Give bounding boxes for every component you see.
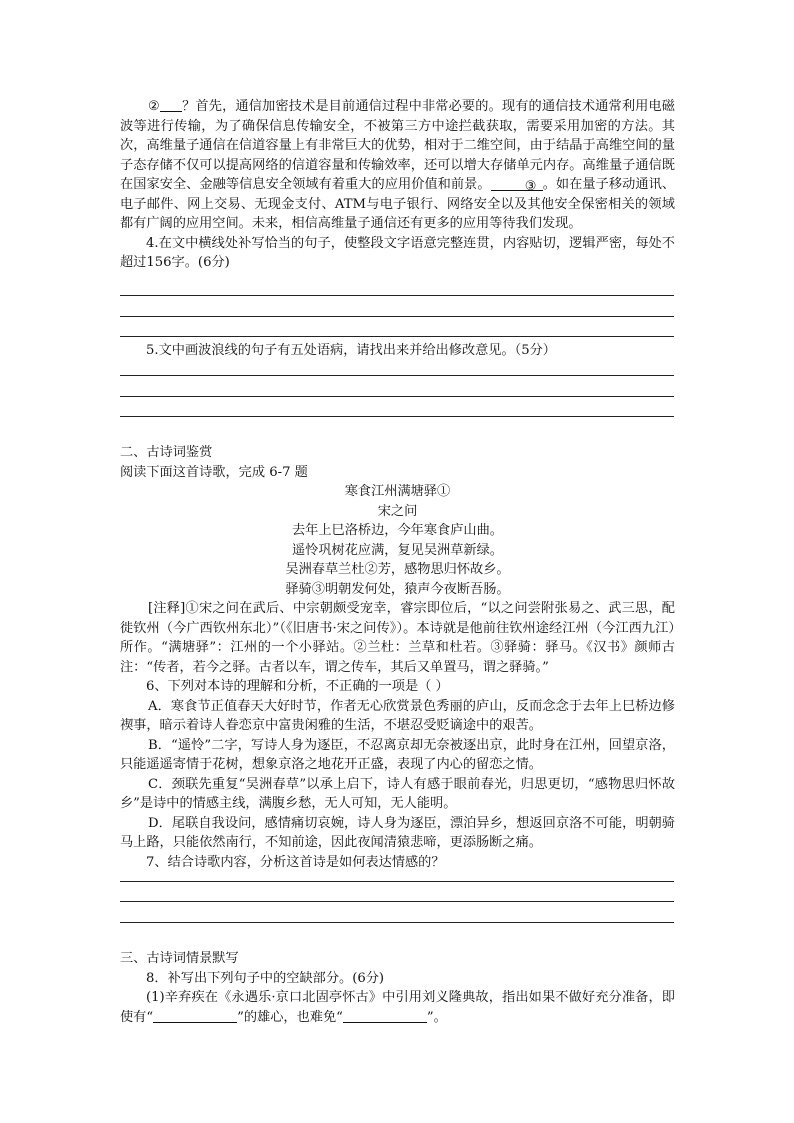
fill-blank[interactable] <box>153 1009 237 1023</box>
question-7: 7、结合诗歌内容，分析这首诗是如何表达情感的？ <box>146 854 445 870</box>
poem-author: 宋之问 <box>377 503 418 519</box>
answer-line[interactable] <box>120 922 674 923</box>
passage-text: ？首先，通信加密技术是目前通信过程中非常必要的。现有的通信技术通常利用电磁波等进行传输，为了确保信息传输安全，不被第三方中途拦截获取，需要采用加密的方法。其次，高维量子通信在信道容量上有非常巨大的优势，相对于二维空间，由于结晶于高维空间的量子态存储不仅可以提高网络的信道容量和传输效率，还可以增大存储单元内存。高维量子通信既在国家安全、金融等信息安全领域有着重大的应用价值和前景。 <box>120 99 675 192</box>
question-5: 5.文中画波浪线的句子有五处语病，请找出来并给出修改意见。（5分） <box>146 343 556 358</box>
question-6: 6、下列对本诗的理解和分析，不正确的一项是（ ） <box>146 679 449 694</box>
section-intro: 阅读下面这首诗歌，完成 6-7 题 <box>120 464 308 480</box>
answer-line[interactable] <box>120 416 674 417</box>
answer-line[interactable] <box>120 336 674 337</box>
poem-title: 寒食江州满塘驿① <box>344 484 451 499</box>
blank-2-label: ② <box>148 99 160 114</box>
passage-tail: 。如在量子移动通讯、电子邮件、网上交易、无现金支付、ATM与电子银行、网络安全以及其他安全保密相关的领域都有广阔的应用空间。未来，相信高维量子通信还有更多的应用等待我们发现。 <box>120 177 676 231</box>
option-b: B．“遥怜”二字，写诗人身为逐臣，不忍离京却无奈被逐出京，此时身在江州，回望京洛，只能遥遥寄情于花树，想象京洛之地花开正盛，表现了内心的留恋之情。 <box>120 737 675 772</box>
blank-2[interactable] <box>160 98 182 112</box>
answer-line[interactable] <box>120 396 674 397</box>
section-2 <box>120 443 675 872</box>
question-8-1-text: ”。 <box>426 1009 447 1025</box>
answer-line[interactable] <box>120 881 674 882</box>
option-c: C．颈联先重复“吴洲春草”以承上启下，诗人有感于眼前春光，归思更切，“感物思归怀故乡”是诗中的情感主线，满腹乡愁，无人可知，无人能明。 <box>120 776 675 811</box>
passage-paragraph <box>120 97 675 273</box>
section-3 <box>120 949 675 1027</box>
option-a: A．寒食节正值春天大好时节，作者无心欣赏景色秀丽的庐山，反而念念于去年上巳桥边修禊事，暗示着诗人眷恋京中富贵闲雅的生活，不堪忍受贬谪途中的艰苦。 <box>120 698 675 733</box>
blank-3[interactable] <box>491 177 543 194</box>
answer-line[interactable] <box>120 375 674 376</box>
question-8-1 <box>120 988 675 1027</box>
poem-line: 驿骑③明朝发何处，猿声今夜断吾肠。 <box>285 581 510 597</box>
answer-line[interactable] <box>120 316 674 317</box>
fill-blank[interactable] <box>343 1009 427 1023</box>
question-8-1-text: ”的雄心，也难免“ <box>237 1009 343 1025</box>
answer-line[interactable] <box>120 901 674 902</box>
section-heading: 二、古诗词鉴赏 <box>120 445 213 460</box>
poem-line: 遥怜巩树花应满，复见吴洲草新绿。 <box>292 542 503 558</box>
poem-notes: [注释]①宋之问在武后、中宗朝颇受宠幸，睿宗即位后，“以之问尝附张易之、武三思，配徙钦州（今广西钦州东北）”（《旧唐书·宋之问传》）。本诗就是他前往钦州途经江州（今江西九江）所作。“满塘驿”：江州的一个小驿站。②兰杜：兰草和杜若。③驿骑：驿马。《汉书》颜师古注：“传者，若今之驿。古者以车，谓之传车，其后又单置马，谓之驿骑。” <box>120 601 675 675</box>
blank-3-label: ③ <box>524 179 537 194</box>
poem-line: 吴洲春草兰杜②芳，感物思归怀故乡。 <box>285 562 510 577</box>
answer-line[interactable] <box>120 295 674 296</box>
question-8: 8．补写出下列句子中的空缺部分。(6分) <box>146 970 385 986</box>
poem-line: 去年上巳洛桥边，今年寒食庐山曲。 <box>292 523 503 538</box>
question-8-1-text: (1)辛弃疾在《永遇乐·京口北固亭怀古》中引用刘义隆典故，指出如果不做好充分准备，即使有“ <box>120 990 675 1025</box>
section-heading: 三、古诗词情景默写 <box>120 951 239 966</box>
option-d: D．尾联自我设问，感情痛切哀婉，诗人身为逐臣，漂泊异乡，想返回京洛不可能，明朝骑马上路，只能依然南行，不知前途，因此夜闻清猿悲啼，更添肠断之痛。 <box>120 815 675 850</box>
question-4: 4.在文中横线处补写恰当的句子，使整段文字语意完整连贯，内容贴切，逻辑严密，每处不超过156字。(6分) <box>120 235 675 270</box>
question-5-block <box>120 341 675 361</box>
